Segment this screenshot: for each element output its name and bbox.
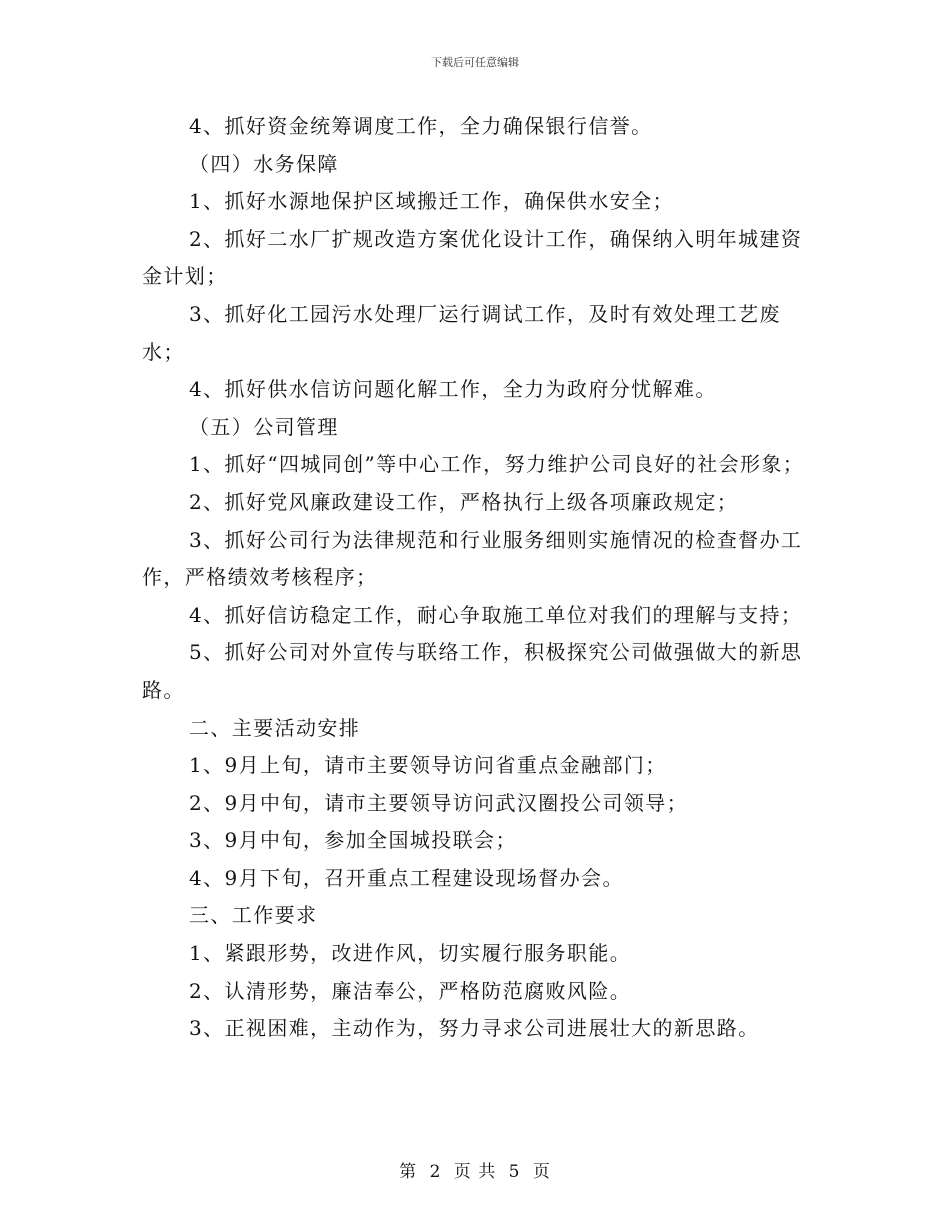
footer-suffix: 页: [532, 1162, 551, 1182]
paragraph: 1、抓好“四城同创”等中心工作，努力维护公司良好的社会形象；: [189, 452, 805, 477]
page-header: 下载后可任意编辑: [431, 56, 519, 69]
paragraph: 3、正视困难，主动作为，努力寻求公司进展壮大的新思路。: [189, 1016, 760, 1041]
section-heading: 三、工作要求: [189, 903, 318, 928]
paragraph: 1、9月上旬，请市主要领导访问省重点金融部门；: [189, 753, 667, 778]
current-page-number: 2: [429, 1162, 442, 1182]
paragraph: 4、抓好资金统筹调度工作，全力确保银行信誉。: [189, 114, 653, 138]
total-page-count: 5: [508, 1162, 521, 1182]
paragraph: 2、认清形势，廉洁奉公，严格防范腐败风险。: [189, 978, 632, 1003]
paragraph: 2、9月中旬，请市主要领导访问武汉圈投公司领导；: [189, 790, 689, 815]
paragraph: 4、抓好信访稳定工作，耐心争取施工单位对我们的理解与支持；: [189, 602, 803, 627]
section-heading: （五）公司管理: [189, 414, 339, 439]
paragraph: 5、抓好公司对外宣传与联络工作，积极探究公司做强做大的新思路。: [142, 640, 803, 702]
paragraph: 3、抓好化工园污水处理厂运行调试工作，及时有效处理工艺废水；: [142, 301, 781, 364]
paragraph: 1、紧跟形势，改进作风，切实履行服务职能。: [189, 941, 632, 966]
paragraph: 3、9月中旬，参加全国城投联会；: [189, 828, 517, 853]
section-heading: （四）水务保障: [189, 151, 339, 176]
footer-prefix: 第: [399, 1162, 418, 1182]
paragraph: 2、抓好二水厂扩规改造方案优化设计工作，确保纳入明年城建资金计划；: [142, 226, 803, 289]
paragraph: 2、抓好党风廉政建设工作，严格执行上级各项廉政规定；: [189, 489, 739, 514]
document-body: [142, 108, 822, 1048]
footer-middle: 页 共: [453, 1162, 497, 1182]
paragraph: 1、抓好水源地保护区域搬迁工作，确保供水安全；: [189, 189, 674, 214]
page-footer: [0, 1157, 950, 1182]
paragraph: 4、抓好供水信访问题化解工作，全力为政府分忧解难。: [189, 377, 717, 402]
paragraph: 3、抓好公司行为法律规范和行业服务细则实施情况的检查督办工作，严格绩效考核程序；: [142, 527, 803, 590]
paragraph: 4、9月下旬，召开重点工程建设现场督办会。: [189, 865, 624, 890]
section-heading: 二、主要活动安排: [189, 715, 361, 740]
